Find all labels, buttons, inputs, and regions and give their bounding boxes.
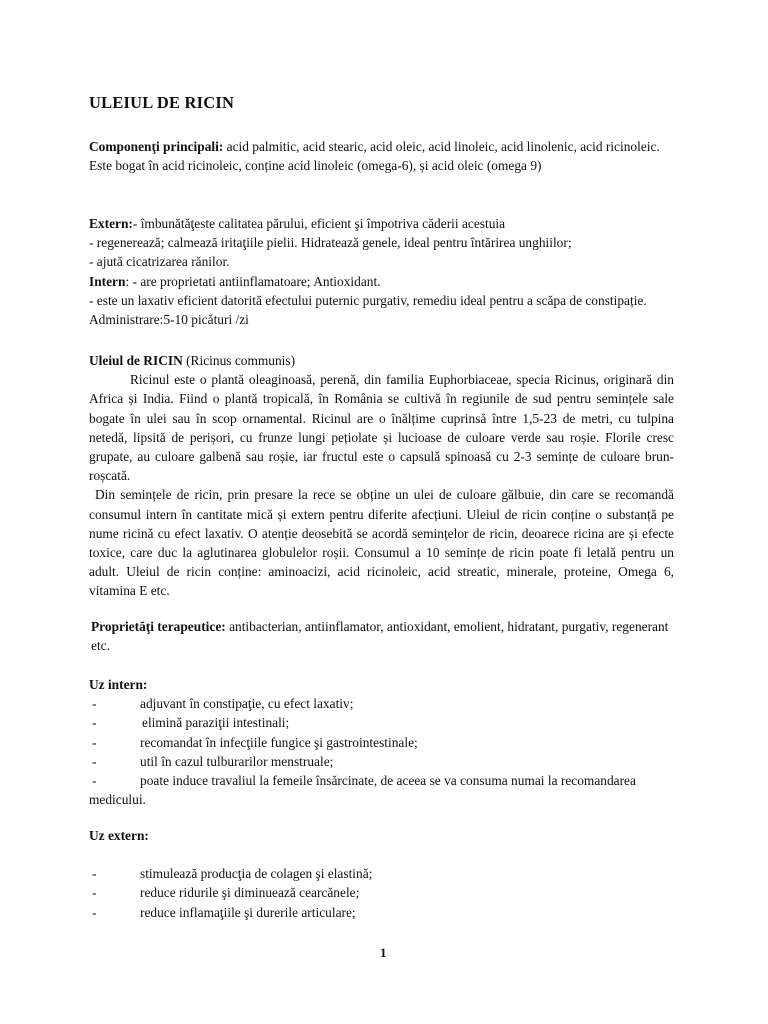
components-line2: Este bogat în acid ricinoleic, conține acid linoleic (omega-6), și acid oleic (omega 9) xyxy=(89,158,542,174)
intern-text: : - are proprietati antiinflamatoare; Antioxidant. xyxy=(125,273,381,289)
uz-intern-heading xyxy=(89,675,674,694)
list-dash: - xyxy=(92,885,97,901)
list-item xyxy=(89,713,674,732)
components-text: acid palmitic, acid stearic, acid oleic, acid linoleic, acid linolenic, acid ricinoleic. xyxy=(223,139,660,154)
ricin-paragraph-2: Din semințele de ricin, prin presare la rece se obține un ulei de culoare gălbuie, din care se recomandă consumul intern în cantitate mică și extern pentru diferite afecțiuni. Uleiul de ricin conține o substanță pe nume ricină cu efect laxativ. O atenție deosebită se acordă semințelor de ricin, deoarece ricina are și efecte toxice, care duc la aglutinarea globulelor roșii. Consumul a 10 semințe de ricin poate fi letală pentru un adult. Uleiul de ricin conține: aminoacizi, acid ricinoleic, acid streatic, minerale, proteine, Omega 6, vitamina E etc. xyxy=(89,487,674,599)
properties-text: antibacterian, antiinflamator, antioxidant, emolient, hidratant, purgativ, regenerant etc. xyxy=(91,619,669,654)
list-item xyxy=(89,733,674,752)
ricin-section xyxy=(89,351,674,601)
uz-extern-heading xyxy=(89,826,674,845)
components-section xyxy=(89,137,674,175)
usage-summary-section xyxy=(89,214,674,329)
ricin-heading xyxy=(89,351,674,370)
uz-extern-label: Uz extern: xyxy=(89,828,149,843)
list-item xyxy=(89,752,674,771)
list-item-text: stimulează producţia de colagen şi elastină; xyxy=(140,866,373,882)
document-page xyxy=(89,0,679,1024)
list-dash: - xyxy=(92,715,97,731)
list-dash: - xyxy=(92,773,97,789)
properties-section xyxy=(89,617,674,655)
extern-line2: - regenerează; calmează iritaţiile pielii. Hidratează genele, ideal pentru întărirea unghiilor; xyxy=(89,235,572,251)
list-dash: - xyxy=(92,866,97,882)
components-label: Componenţi principali: xyxy=(89,139,224,154)
ricin-paragraph-1: Ricinul este o plantă oleaginoasă, perenă, din familia Euphorbiaceae, specia Ricinus, originară din Africa și India. Fiind o plantă tropicală, în România se cultivă în regiunile de sud pentru semințele sale bogate în ulei sau în scop ornamental. Ricinul are o înălțime cuprinsă între 1,5-23 de metri, cu tulpina netedă, lipsită de perișori, cu frunze lungi pețiolate și lucioase de culoare verde sau roșie. Florile cresc grupate, au culoare galbenă sau roșie, iar fructul este o capsulă spinoasă cu 2-3 semințe de culoare brun-roșcată. xyxy=(89,372,674,484)
uz-extern-list xyxy=(89,864,674,922)
list-item-text: reduce inflamaţiile şi durerile articulare; xyxy=(140,904,356,920)
list-dash: - xyxy=(92,734,97,750)
list-item xyxy=(89,903,674,922)
extern-text: - îmbunătăţeste calitatea părului, eficient şi împotriva căderii acestuia xyxy=(132,216,506,231)
list-item xyxy=(89,864,674,883)
uz-intern-label: Uz intern: xyxy=(89,677,148,692)
uz-extern-section xyxy=(89,826,674,922)
list-dash: - xyxy=(92,904,97,920)
properties-paragraph xyxy=(89,617,674,655)
intern-line xyxy=(89,272,674,291)
document-title: ULEIUL DE RICIN xyxy=(89,93,235,112)
list-item-text: util în cazul tulburarilor menstruale; xyxy=(140,753,334,769)
list-dash: - xyxy=(92,753,97,769)
uz-intern-section xyxy=(89,675,674,809)
list-item-text: reduce ridurile şi diminuează cearcănele; xyxy=(140,885,360,901)
components-paragraph xyxy=(89,137,674,156)
intern-label: Intern xyxy=(89,273,126,289)
list-item xyxy=(89,883,674,902)
extern-line3: - ajută cicatrizarea rănilor. xyxy=(89,254,230,270)
list-item-text: adjuvant în constipaţie, cu efect laxativ; xyxy=(140,696,354,712)
list-dash: - xyxy=(92,696,97,712)
ricin-latin-name: (Ricinus communis) xyxy=(182,353,296,368)
list-item-text: elimină paraziţii intestinali; xyxy=(142,715,290,731)
intern-line3: Administrare:5-10 picături /zi xyxy=(89,312,249,328)
list-item-text: recomandat în infecţiile fungice şi gastrointestinale; xyxy=(140,734,418,750)
list-item-text: poate induce travaliul la femeile însărcinate, de aceea se va consuma numai la recomandarea medicului. xyxy=(89,773,636,808)
list-item xyxy=(89,771,674,809)
ricin-label: Uleiul de RICIN xyxy=(89,353,183,368)
extern-label: Extern: xyxy=(89,216,133,231)
properties-label: Proprietăţi terapeutice: xyxy=(91,619,226,634)
uz-intern-list xyxy=(89,694,674,809)
list-item xyxy=(89,694,674,713)
extern-line xyxy=(89,214,674,233)
intern-line2: - este un laxativ eficient datorită efectului puternic purgativ, remediu ideal pentru a scăpa de constipație. xyxy=(89,292,647,308)
page-number: 1 xyxy=(380,945,387,960)
